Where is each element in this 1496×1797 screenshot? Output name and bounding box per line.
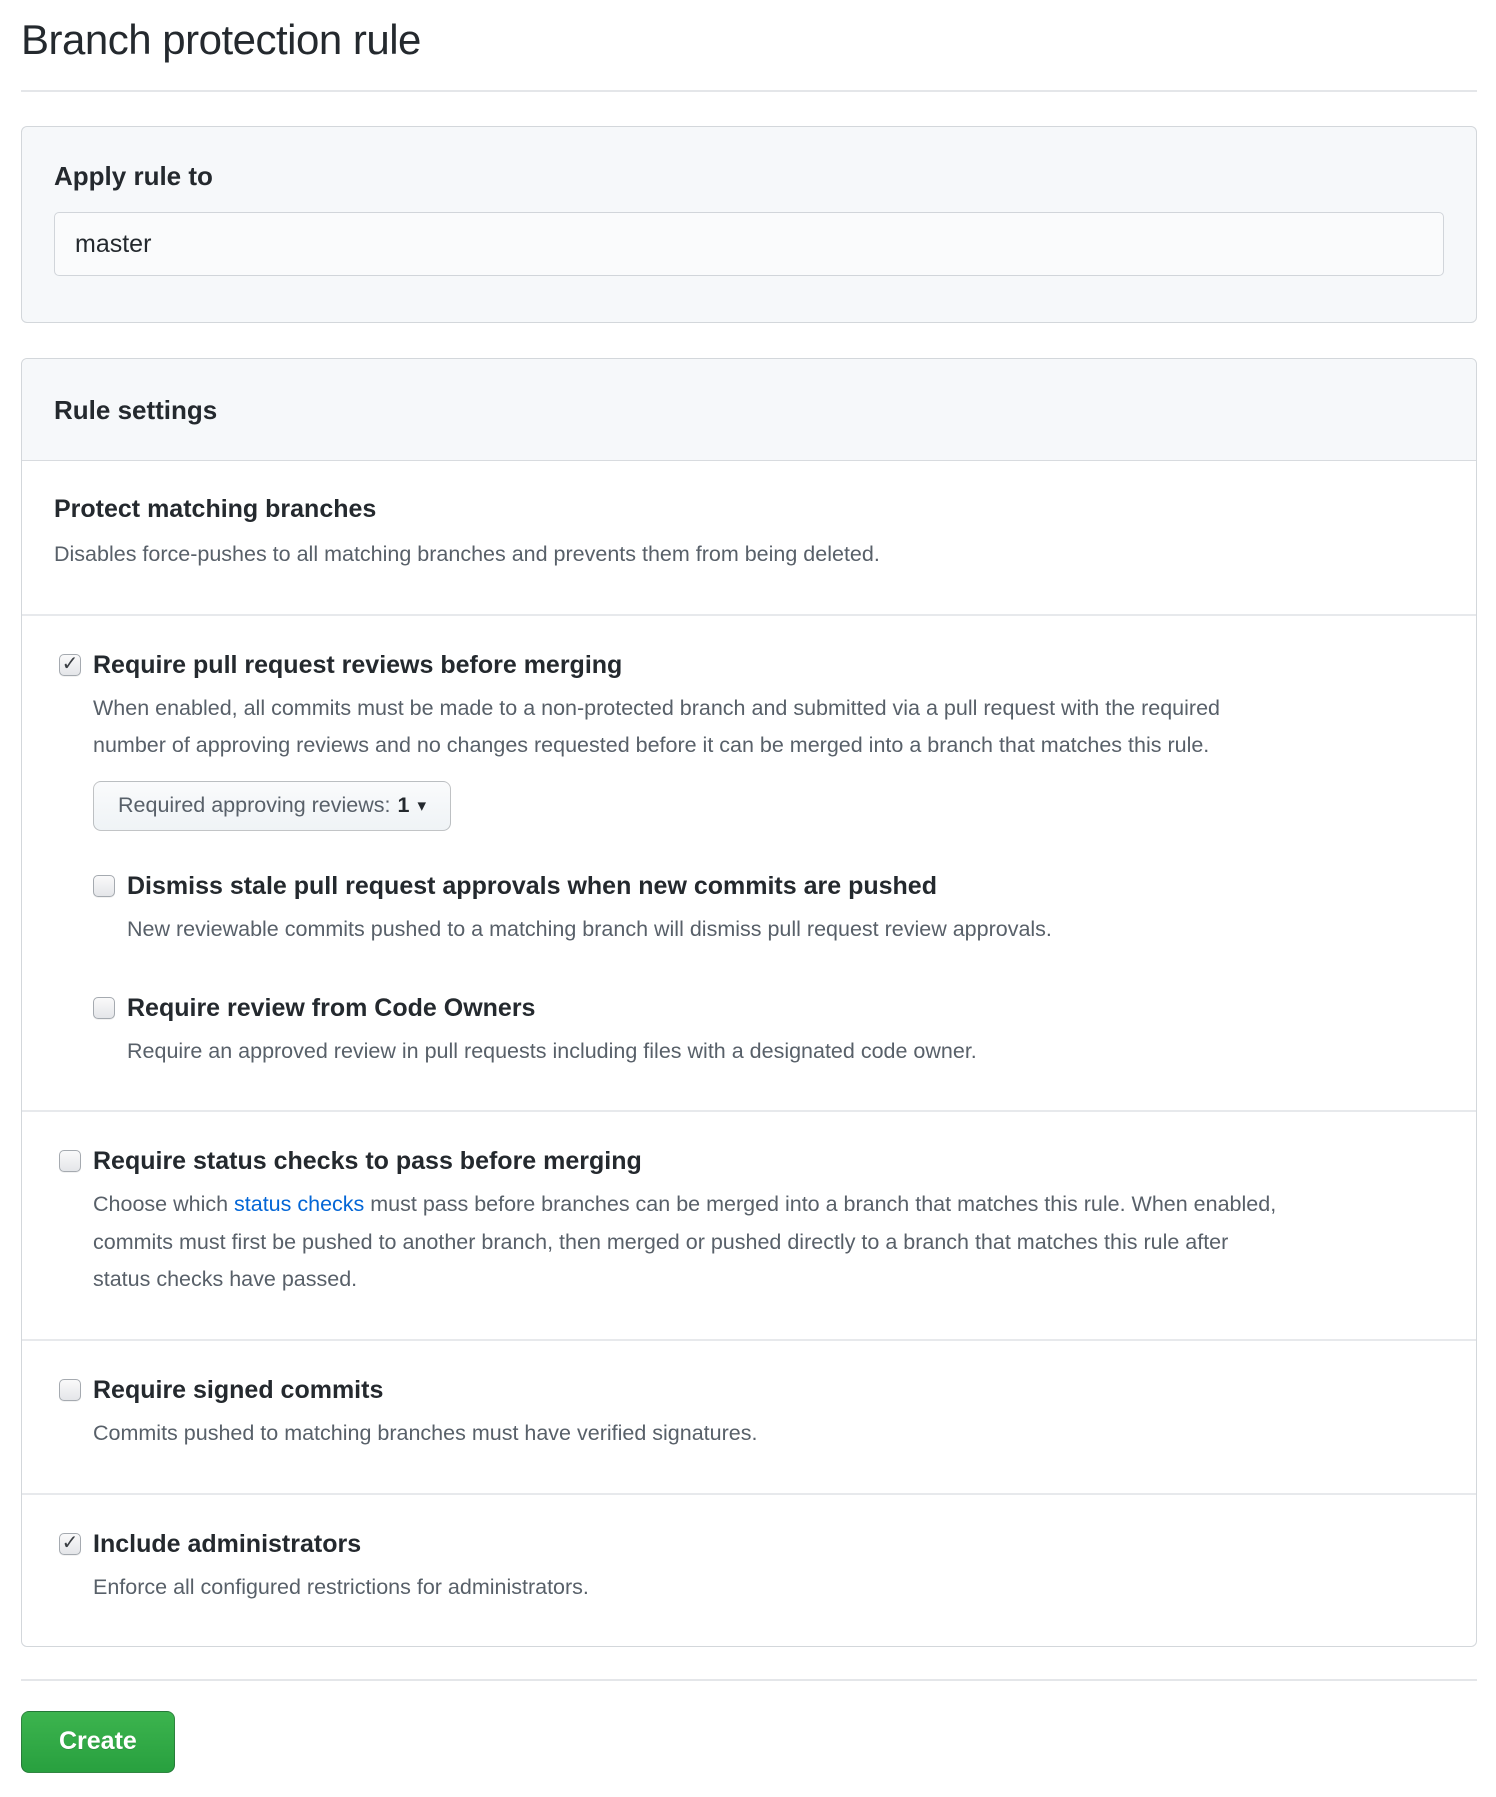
require-status-checks-section [22,1110,1476,1339]
status-checks-description-after: must pass before branches can be merged into a branch that matches this rule. When enabled, commits must first be pushed to another branch, then merged or pushed directly to a branch that matches this rule after status checks have passed. [93,1192,1277,1292]
require-signed-commits-label[interactable]: Require signed commits [93,1376,384,1404]
require-pr-reviews-section [22,614,1476,1111]
title-divider [21,90,1477,92]
required-approving-reviews-dropdown[interactable] [93,781,451,831]
apply-rule-card [21,126,1477,323]
include-administrators-checkbox[interactable] [59,1533,81,1555]
dismiss-stale-approvals-checkbox[interactable] [93,875,115,897]
require-signed-commits-section [22,1339,1476,1493]
require-code-owner-review-label[interactable]: Require review from Code Owners [127,993,536,1022]
require-status-checks-label[interactable]: Require status checks to pass before merging [93,1147,642,1176]
include-administrators-label[interactable]: Include administrators [93,1529,362,1558]
caret-down-icon: ▾ [417,796,426,816]
dismiss-stale-approvals-option [93,871,1444,949]
create-button[interactable]: Create [21,1711,175,1773]
require-pr-reviews-description: When enabled, all commits must be made to a non-protected branch and submitted via a pull request with the required number of approving reviews and no changes requested before it can be merged into a branch that matches this rule. [93,695,1220,758]
require-code-owner-review-option [93,993,1444,1071]
require-signed-commits-checkbox[interactable] [59,1379,81,1401]
include-administrators-description: Enforce all configured restrictions for administrators. [93,1574,589,1599]
checkmark-icon: ✓ [61,1531,79,1554]
include-administrators-section [22,1493,1476,1647]
dismiss-stale-approvals-label[interactable]: Dismiss stale pull request approvals when new commits are pushed [127,871,937,900]
require-status-checks-description [93,1186,1278,1299]
require-code-owner-review-description: Require an approved review in pull requests including files with a designated code owner. [127,1038,977,1063]
protect-matching-branches-heading: Protect matching branches [54,495,377,523]
require-code-owner-review-checkbox[interactable] [93,997,115,1019]
protect-matching-branches-section [22,461,1476,614]
rule-settings-heading: Rule settings [54,395,218,425]
footer-divider [21,1679,1477,1681]
require-pr-reviews-checkbox[interactable] [59,654,81,676]
status-checks-link[interactable]: status checks [234,1192,365,1217]
require-status-checks-checkbox[interactable] [59,1150,81,1172]
require-signed-commits-description: Commits pushed to matching branches must have verified signatures. [93,1421,758,1445]
required-approving-reviews-dropdown-label: Required approving reviews: [118,792,391,817]
protect-matching-branches-description: Disables force-pushes to all matching branches and prevents them from being deleted. [54,542,880,566]
dismiss-stale-approvals-description: New reviewable commits pushed to a matching branch will dismiss pull request review approvals. [127,916,1052,941]
status-checks-description-before: Choose which [93,1192,235,1217]
apply-rule-heading: Apply rule to [54,161,213,191]
require-pr-reviews-label[interactable]: Require pull request reviews before merging [93,650,623,679]
rule-settings-card [21,358,1477,1647]
page-title: Branch protection rule [21,16,421,63]
checkmark-icon: ✓ [61,652,79,675]
branch-name-input[interactable] [54,212,1444,276]
rule-settings-header [22,359,1476,461]
required-approving-reviews-value: 1 [397,792,410,817]
